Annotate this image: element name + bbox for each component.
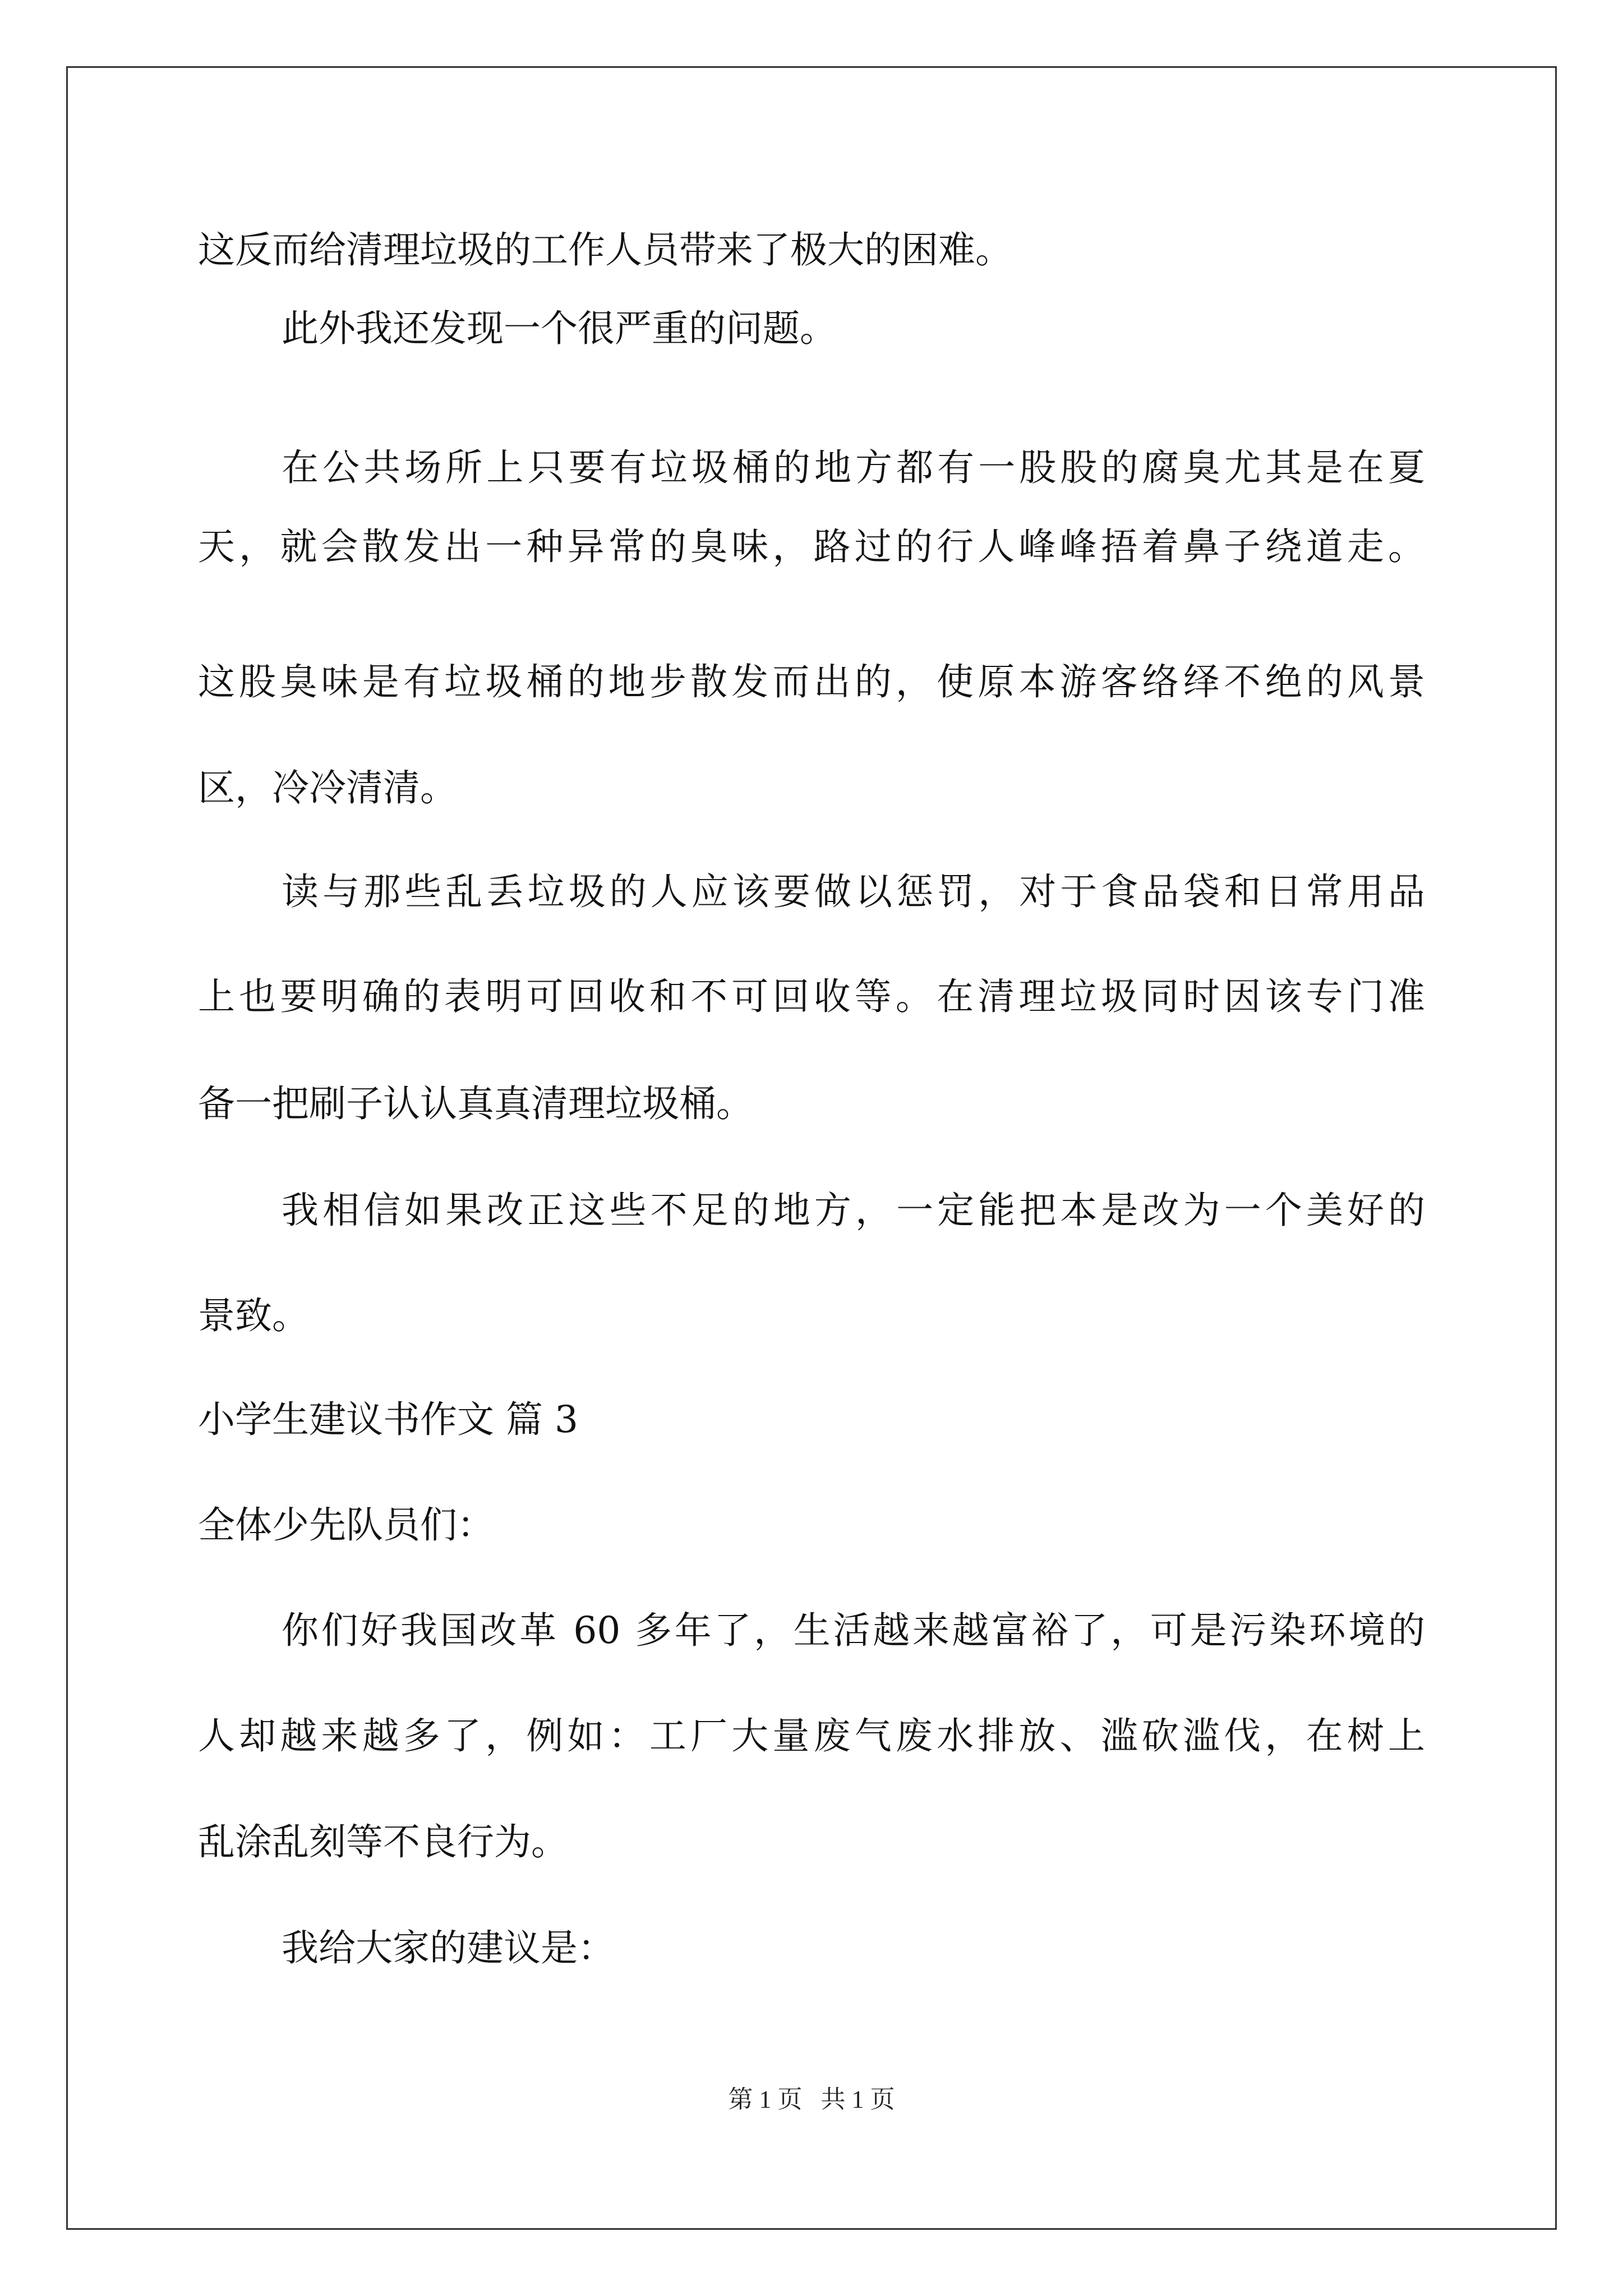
paragraph-line: 我相信如果改正这些不足的地方，一定能把本是改为一个美好的 (282, 1189, 1425, 1232)
paragraph-line: 这股臭味是有垃圾桶的地步散发而出的，使原本游客络绎不绝的风景 (198, 660, 1425, 703)
paragraph-line: 我给大家的建议是： (282, 1926, 615, 1970)
paragraph-line: 在公共场所上只要有垃圾桶的地方都有一股股的腐臭尤其是在夏 (282, 446, 1425, 489)
paragraph-line: 人却越来越多了，例如：工厂大量废气废水排放、滥砍滥伐，在树上 (198, 1714, 1425, 1757)
paragraph-line: 这反而给清理垃圾的工作人员带来了极大的困难。 (198, 228, 1012, 272)
paragraph-line: 备一把刷子认认真真清理垃圾桶。 (198, 1082, 753, 1125)
page-footer (0, 2084, 1623, 2115)
paragraph-line: 此外我还发现一个很严重的问题。 (282, 307, 837, 350)
paragraph-line: 上也要明确的表明可回收和不可回收等。在清理垃圾同时因该专门准 (198, 975, 1425, 1018)
paragraph-line: 读与那些乱丢垃圾的人应该要做以惩罚，对于食品袋和日常用品 (282, 870, 1425, 913)
paragraph-line: 天，就会散发出一种异常的臭味，路过的行人峰峰捂着鼻子绕道走。 (198, 525, 1425, 568)
paragraph-line: 你们好我国改革 60 多年了，生活越来越富裕了，可是污染环境的 (282, 1609, 1425, 1652)
page-number: 第 1 页 (728, 2086, 803, 2113)
paragraph-line: 区，冷冷清清。 (198, 766, 457, 809)
page-total: 共 1 页 (820, 2086, 895, 2113)
page-border (66, 66, 1557, 2230)
paragraph-line: 景致。 (198, 1294, 309, 1337)
paragraph-line: 乱涂乱刻等不良行为。 (198, 1820, 568, 1864)
footer-gap (803, 2086, 821, 2113)
section-heading: 小学生建议书作文 篇 3 (198, 1398, 578, 1441)
salutation: 全体少先队员们： (198, 1503, 494, 1547)
